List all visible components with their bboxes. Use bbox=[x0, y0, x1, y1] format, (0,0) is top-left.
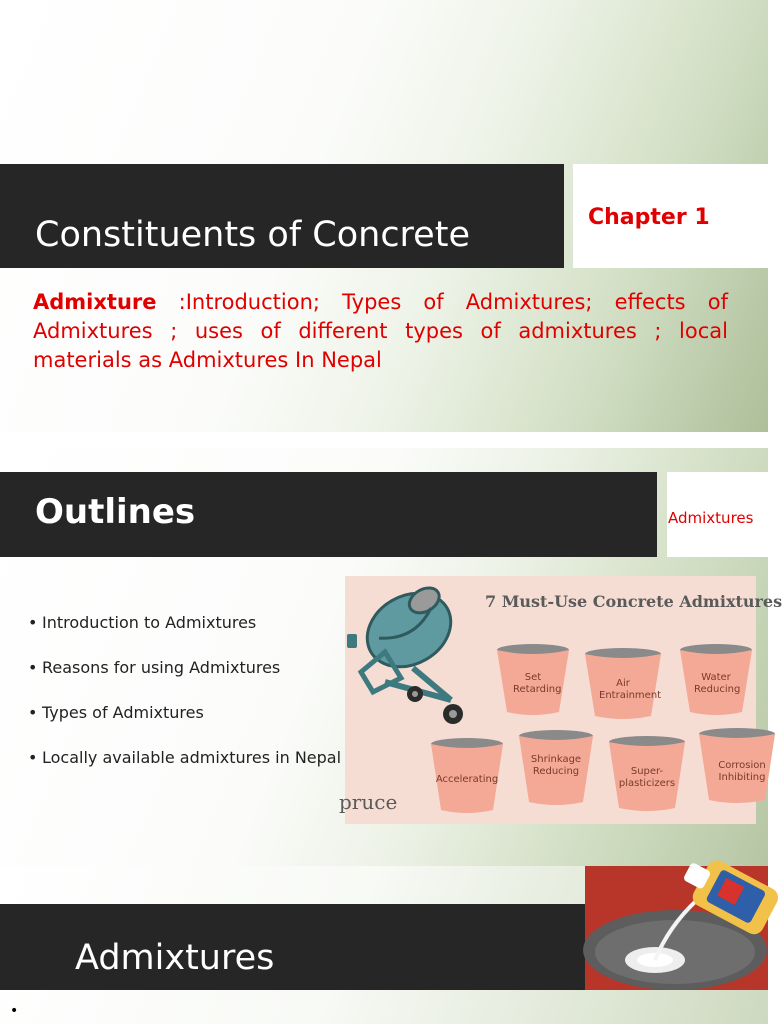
bucket-label: Accelerating bbox=[435, 774, 499, 785]
bucket-label: Shrinkage Reducing bbox=[530, 754, 582, 777]
slide-2-title: Outlines bbox=[35, 492, 196, 532]
outline-item: • Reasons for using Admixtures bbox=[28, 653, 344, 682]
pour-photo-illustration bbox=[585, 866, 768, 990]
slide-3-bullet: • bbox=[10, 1003, 19, 1019]
admixture-keyword: Admixture bbox=[33, 290, 157, 314]
slide-3 bbox=[0, 866, 768, 1024]
bucket-label: Super-plasticizers bbox=[618, 766, 676, 789]
slide-2 bbox=[0, 448, 782, 866]
outline-tag: Admixtures bbox=[668, 509, 754, 527]
admixtures-infographic bbox=[339, 576, 782, 824]
bucket-label: Water Reducing bbox=[694, 672, 741, 695]
concrete-mixer-icon bbox=[339, 582, 479, 742]
bucket-accelerating bbox=[429, 736, 505, 816]
outline-item: • Locally available admixtures in Nepal bbox=[28, 743, 344, 772]
description-text: :Introduction; Types of Admixtures; effects of Admixtures ; uses of different types of admixtures ; local materials as Admixtures In Nepal bbox=[33, 290, 728, 372]
bucket-shrinkage-reducing bbox=[517, 728, 595, 808]
slide-1 bbox=[0, 0, 768, 432]
bucket-water-reducing bbox=[678, 642, 754, 718]
slide-3-title: Admixtures bbox=[75, 938, 275, 978]
slide-1-description bbox=[33, 288, 728, 375]
infographic-watermark: pruce bbox=[339, 790, 398, 814]
bucket-air-entrainment bbox=[583, 646, 663, 722]
bucket-set-retarding bbox=[495, 642, 571, 718]
admixture-pour-photo bbox=[585, 866, 768, 990]
slide-1-title: Constituents of Concrete bbox=[35, 215, 470, 255]
chapter-tag: Chapter 1 bbox=[588, 205, 710, 230]
bucket-label: Set Retarding bbox=[513, 672, 562, 695]
bucket-label: Air Entrainment bbox=[599, 678, 662, 701]
outline-item: • Types of Admixtures bbox=[28, 698, 344, 727]
infographic-heading: 7 Must-Use Concrete Admixtures bbox=[485, 592, 782, 611]
bucket-corrosion-inhibiting bbox=[697, 726, 767, 806]
outline-list bbox=[28, 608, 344, 788]
bucket-label: Corrosion Inhibiting bbox=[718, 760, 766, 783]
outline-item: • Introduction to Admixtures bbox=[28, 608, 344, 637]
bucket-superplasticizers bbox=[607, 734, 687, 814]
